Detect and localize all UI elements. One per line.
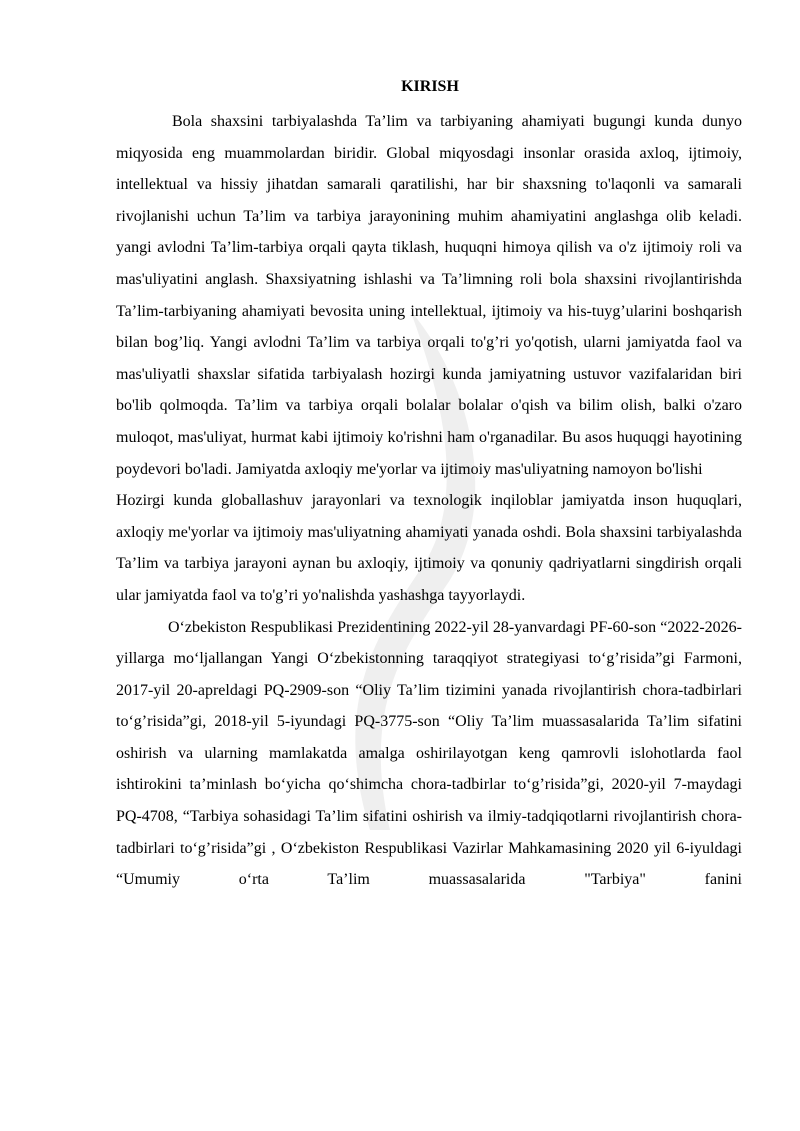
paragraph: O‘zbekiston Respublikasi Prezidentining 2022-yil 28-yanvardagi PF-60-son “2022-2026-yillarga mo‘ljallangan Yangi O‘zbekistonning taraqqiyot strategiyasi to‘g’risida”gi Farmoni, 2017-yil 20-apreldagi PQ-2909-son “Oliy Ta’lim tizimini yanada rivojlantirish chora-tadbirlari to‘g’risida”gi, 2018-yil 5-iyundagi PQ-3775-son “Oliy Ta’lim muassasalarida Ta’lim sifatini oshirish va ularning mamlakatda amalga oshirilayotgan keng qamrovli islohotlarda faol ishtirokini ta’minlash bo‘yicha qo‘shimcha chora-tadbirlar to‘g’risida”gi, 2020-yil 7-maydagi PQ-4708, “Tarbiya sohasidagi Ta’lim sifatini oshirish va ilmiy-tadqiqotlarni rivojlantirish chora-tadbirlari to‘g’risida”gi , O‘zbekiston Respublikasi Vazirlar Mahkamasining 2020 yil 6-iyuldagi “Umumiy o‘rta Ta’lim muassasalarida "Tarbiya" fanini (116, 618, 742, 889)
paragraph: Bola shaxsini tarbiyalashda Ta’lim va tarbiyaning ahamiyati bugungi kunda dunyo miqyosida eng muammolardan biridir. Global miqyosdagi insonlar orasida axloq, ijtimoiy, intellektual va hissiy jihatdan samarali qaratilishi, har bir shaxsning to'laqonli va samarali rivojlanishi uchun Ta’lim va tarbiya jarayonining muhim ahamiyatini anglashga olib keladi. yangi avlodni Ta’lim-tarbiya orqali qayta tiklash, huquqni himoya qilish va o'z ijtimoiy roli va mas'uliyatini anglash. Shaxsiyatning ishlashi va Ta’limning roli bola shaxsini rivojlantirishda Ta’lim-tarbiyaning ahamiyati bevosita uning intellektual, ijtimoiy va his-tuyg’ularini boshqarish bilan bog’liq. Yangi avlodni Ta’lim va tarbiya orqali to'g’ri yo'qotish, ularni jamiyatda faol va mas'uliyatli shaxslar sifatida tarbiyalash hozirgi kunda jamiyatning ustuvor vazifalaridan biri bo'lib qolmoqda. Ta’lim va tarbiya orqali bolalar bolalar o'qish va bilim olish, balki o'zaro muloqot, mas'uliyat, hurmat kabi ijtimoiy ko'rishni ham o'rganadilar. Bu asos huquqgi hayotining poydevori bo'ladi. Jamiyatda axloqiy me'yorlar va ijtimoiy mas'uliyatning namoyon bo'lishi (116, 113, 742, 478)
document-body (116, 106, 742, 896)
page-title: KIRISH (401, 78, 459, 95)
paragraph: Hozirgi kunda globallashuv jarayonlari va texnologik inqiloblar jamiyatda inson huquqlari, axloqiy me'yorlar va ijtimoiy mas'uliyatning ahamiyati yanada oshdi. Bola shaxsini tarbiyalashda Ta’lim va tarbiya jarayoni aynan bu axloqiy, ijtimoiy va qonuniy qadriyatlarni singdirish orqali ular jamiyatda faol va to'g’ri yo'nalishda yashashga tayyorlaydi. (116, 492, 742, 604)
